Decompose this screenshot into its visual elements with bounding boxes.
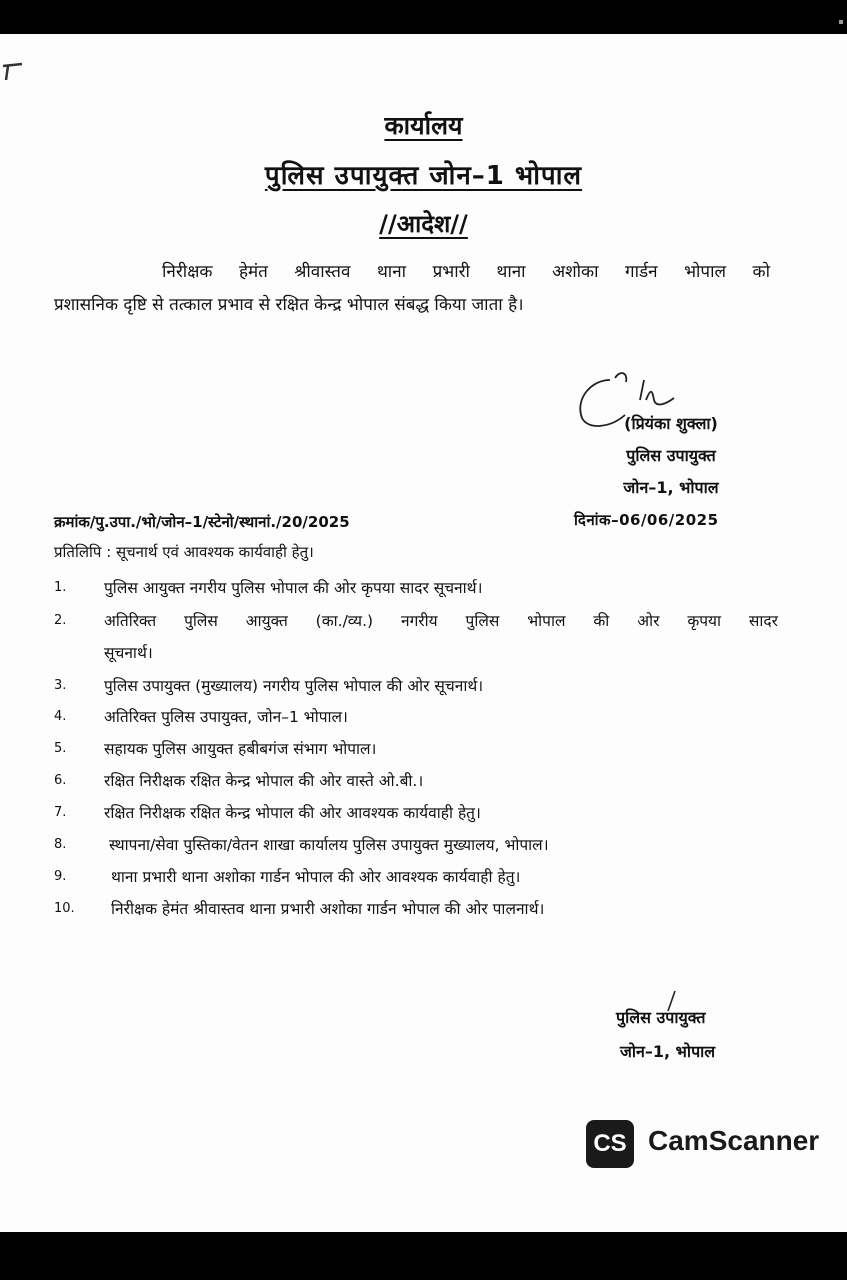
signatory-name: (प्रियंका शुक्ला) — [624, 414, 718, 433]
bottom-signatory-zone: जोन–1, भोपाल — [620, 1042, 716, 1061]
camscanner-logo-icon: CS — [586, 1120, 634, 1168]
order-body — [54, 256, 770, 322]
scan-dot — [839, 20, 843, 24]
scan-mark-icon — [2, 62, 24, 82]
top-black-bar — [0, 0, 847, 34]
reference-number: क्रमांक/पु.उपा./भो/जोन–1/स्टेनो/स्थानां./20/2025 — [54, 513, 350, 531]
order-date: दिनांक–06/06/2025 — [574, 511, 719, 529]
signatory-zone: जोन–1, भोपाल — [623, 478, 719, 497]
order-body-line-2: प्रशासनिक दृष्टि से तत्काल प्रभाव से रक्षित केन्द्र भोपाल संबद्ध किया जाता है। — [54, 295, 524, 315]
signatory-designation: पुलिस उपायुक्त — [626, 446, 716, 465]
copy-to-intro: प्रतिलिपि : सूचनार्थ एवं आवश्यक कार्यवाही हेतु। — [54, 543, 314, 561]
authority-heading: पुलिस उपायुक्त जोन–1 भोपाल — [264, 161, 583, 191]
office-heading: कार्यालय — [384, 111, 463, 140]
bottom-signatory-designation: पुलिस उपायुक्त — [616, 1008, 706, 1027]
camscanner-watermark: CamScanner — [648, 1125, 820, 1156]
order-body-line-1: निरीक्षक हेमंत श्रीवास्तव थाना प्रभारी थाना अशोका गार्डन भोपाल को — [162, 262, 770, 282]
order-title: //आदेश// — [379, 210, 468, 238]
bottom-black-bar — [0, 1232, 847, 1280]
